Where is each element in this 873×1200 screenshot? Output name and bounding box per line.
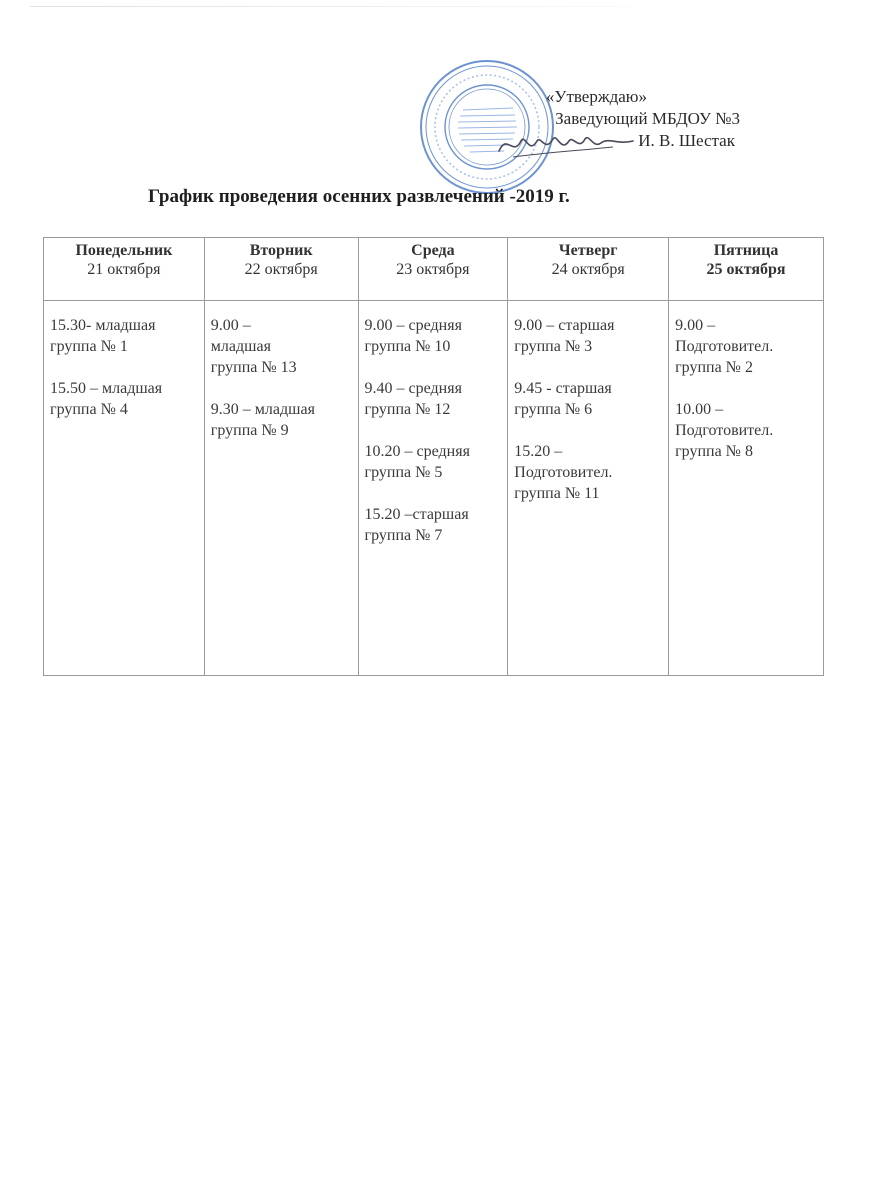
entry-age: Подготовител.	[675, 338, 774, 355]
day-name: Понедельник	[75, 242, 173, 259]
schedule-entry	[365, 315, 504, 357]
entry-group: группа № 1	[50, 338, 128, 355]
cell-thursday	[508, 301, 669, 676]
header-monday	[44, 238, 205, 301]
entry-time: 9.00 – средняя	[364, 317, 462, 334]
table-body-row	[44, 301, 824, 676]
approval-heading: «Утверждаю»	[545, 87, 647, 106]
entry-time: 15.50 – младшая	[50, 380, 163, 397]
entry-group: группа № 13	[210, 359, 297, 376]
entry-age: Подготовител.	[514, 464, 613, 481]
day-date: 25 октября	[706, 261, 786, 278]
entry-group: группа № 11	[514, 485, 600, 502]
entry-group: группа № 10	[364, 338, 451, 355]
table-header-row	[44, 238, 824, 301]
entry-group: группа № 7	[364, 527, 443, 544]
entry-time: 9.00 –	[210, 317, 251, 334]
entry-time: 9.30 – младшая	[210, 401, 315, 418]
entry-time: 9.40 – средняя	[364, 380, 462, 397]
day-date: 21 октября	[87, 261, 161, 278]
day-date: 22 октября	[244, 261, 318, 278]
entry-group: группа № 5	[364, 464, 443, 481]
schedule-entry	[365, 441, 504, 483]
day-name: Среда	[411, 242, 455, 259]
entry-group: группа № 6	[514, 401, 593, 418]
entry-group: группа № 4	[50, 401, 128, 418]
schedule-entry	[514, 378, 664, 420]
header-thursday	[508, 238, 669, 301]
document-title: График проведения осенних развлечений -2019 г.	[148, 186, 570, 207]
cell-wednesday	[358, 301, 508, 676]
entry-time: 9.45 - старшая	[514, 380, 612, 397]
schedule-entry	[514, 315, 664, 357]
schedule-entry	[365, 504, 504, 546]
schedule-entry	[514, 441, 664, 504]
entry-group: группа № 9	[210, 422, 289, 439]
header-friday	[669, 238, 824, 301]
entry-time: 10.00 –	[675, 401, 724, 418]
schedule-entry	[50, 378, 200, 420]
entry-group: группа № 8	[675, 443, 753, 460]
entry-group: группа № 2	[675, 359, 753, 376]
entry-age: младшая	[210, 338, 271, 355]
header-wednesday	[358, 238, 508, 301]
cell-tuesday	[204, 301, 358, 676]
entry-time: 15.20 –старшая	[364, 506, 469, 523]
day-date: 23 октября	[396, 261, 470, 278]
entry-group: группа № 12	[364, 401, 451, 418]
approval-position: Заведующий МБДОУ №3	[555, 109, 740, 128]
entry-time: 15.20 –	[514, 443, 563, 460]
entry-age: Подготовител.	[675, 422, 774, 439]
handwritten-signature	[493, 127, 643, 165]
schedule-entry	[211, 315, 354, 378]
scan-artifact-line	[30, 6, 630, 7]
schedule-entry	[675, 315, 819, 378]
day-name: Вторник	[249, 242, 313, 259]
day-date: 24 октября	[551, 261, 625, 278]
entry-time: 10.20 – средняя	[364, 443, 470, 460]
schedule-entry	[675, 399, 819, 462]
schedule-table	[43, 237, 824, 676]
entry-time: 15.30- младшая	[50, 317, 156, 334]
cell-friday	[669, 301, 824, 676]
schedule-entry	[211, 399, 354, 441]
entry-time: 9.00 –	[675, 317, 716, 334]
header-tuesday	[204, 238, 358, 301]
schedule-entry	[50, 315, 200, 357]
schedule-entry	[365, 378, 504, 420]
entry-group: группа № 3	[514, 338, 593, 355]
cell-monday	[44, 301, 205, 676]
day-name: Пятница	[713, 242, 779, 259]
approval-name: И. В. Шестак	[638, 131, 735, 150]
day-name: Четверг	[558, 242, 618, 259]
entry-time: 9.00 – старшая	[514, 317, 615, 334]
